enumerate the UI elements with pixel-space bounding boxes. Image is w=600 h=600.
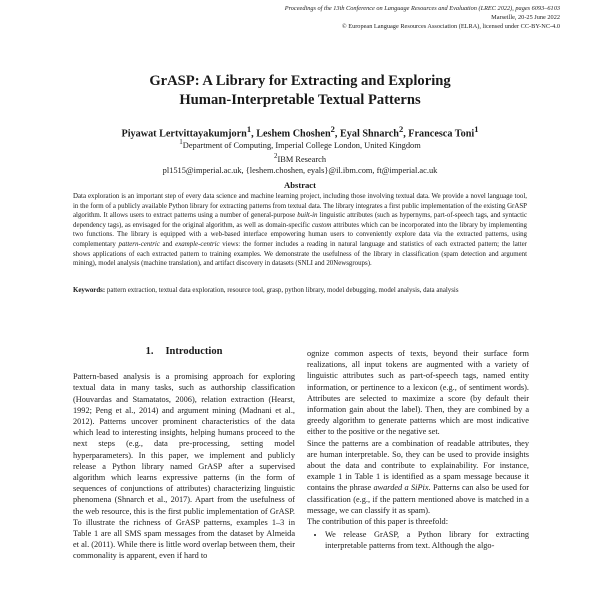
author-affil-mark: 1 [474,124,479,134]
intro-paragraph-continued: ognize common aspects of texts, beyond their surface form realizations, all input tokens are augmented with a variety of linguistic attributes such as part-of-speech tags, named entity information, or pertinence to a lexicon (e.g., of sentiment words). Attributes are selected to maximize a score (by default their information gain about the label). Then, they are combined by a greedy algorithm to generate patterns which are most indicative either to the positive or the negative set. [307,349,529,437]
license-line: © European Language Resources Association (ELRA), licensed under CC-BY-NC-4.0 [341,23,560,30]
affiliation-2: $^2$IBM Research [273,151,327,164]
section-heading-introduction: 1. Introduction [145,346,223,357]
intro-paragraph-2: Since the patterns are a combination of readable attributes, they are human interpretable. So, they can be used to provide insights about the data and contribute to explainability. For instance, example 1 in Table 1 is identified as a spam message because it contains the phrase awarded a SiPix. Patterns can also be used for classification (e.g., if the pattern mentioned above is matched in a message, we can classify it as spam). [307,438,529,515]
venue-line: Marseille, 20-25 June 2022 [491,14,560,21]
keywords-label: Keywords: [73,287,106,294]
author-name: Eyal Shnarch [339,128,399,140]
title-line-2: Human-Interpretable Textual Patterns [179,92,421,108]
proceedings-header [160,4,560,31]
abstract-heading: Abstract [284,180,316,190]
affiliation-1: $^1$Department of Computing, Imperial College London, United Kingdom [179,138,421,150]
paper-title [0,72,600,110]
contribution-intro: The contribution of this paper is threefold: [307,517,449,527]
author-emails: pl1515@imperial.ac.uk, {leshem.choshen, eyals}@il.ibm.com, ft@imperial.ac.uk [162,165,438,175]
author-name: Leshem Choshen [256,128,331,140]
left-column [73,340,295,562]
keywords [73,286,527,296]
author-affil-mark: 2 [398,124,404,134]
intro-paragraph: Pattern-based analysis is a promising approach for exploring textual data in many tasks, such as authorship classification (Houvardas and Stamatatos, 2006), relation extraction (Hearst, 1992; Peng et al., 2014) and argument mining (Madnani et al., 2012). Patterns uncover prominent characteristics of the data which lead to interesting insights, helping humans proceed to the next steps (e.g., data pre-processing, setting model hyperparameters). In this paper, we implement and publicly release a Python library named GrASP after a supervised algorithm which learns expressive patterns (in the form of sequences of conjunctions of attributes) characterizing linguistic phenomena (Shnarch et al., 2017). Apart from the usefulness of the web resource, this is the first public implementation of GrASP. To illustrate the richness of GrASP patterns, examples 1–3 in Table 1 are all SMS spam messages from the dataset by Almeida et al. (2011). While there is little word overlap between them, their commonality is apparent, even if hard to [73,372,295,561]
author-affil-mark: 1 [246,124,252,134]
right-column [307,348,529,552]
affiliations [0,137,600,176]
contribution-list [307,529,529,551]
title-line-1: GrASP: A Library for Extracting and Exploring [149,73,451,89]
abstract-body: Data exploration is an important step of every data science and machine learning project, including those involving textual data. We provide a novel language tool, in the form of a publicly available Python library for extracting patterns from textual data. The library integrates a first public implementation of the existing GrASP algorithm. It allows users to extract patterns using a number of general-purpose built-in linguistic attributes (such as hypernyms, part-of-speech tags, and syntactic dependency tags), as envisaged for the original algorithm, as well as domain-specific custom attributes which can be incorporated into the library by implementing two functions. The library is equipped with a web-based interface empowering human users to conveniently explore data via the extracted patterns, using complementary pattern-centric and example-centric views: the former includes a reading in natural language and statistics of each extracted pattern; the latter shows applications of each extracted pattern to training examples. We demonstrate the usefulness of the library in classification (spam detection and argument mining), model analysis (machine translation), and artifact discovery in datasets (SNLI and 20Newsgroups). [73,193,527,268]
proceedings-line: Proceedings of the 13th Conference on Language Resources and Evaluation (LREC 2022), pages 6093–6103 [284,5,560,12]
author-name: Francesca Toni [408,128,475,140]
author-list: Piyawat Lertvittayakumjorn$^1$, Leshem Choshen$^2$, Eyal Shnarch$^2$, Francesca Toni$^1$ [121,124,479,140]
author-name: Piyawat Lertvittayakumjorn [121,128,247,140]
contribution-item: • We release GrASP, a Python library for extracting interpretable patterns from text. Although the algo- [325,529,529,551]
author-affil-mark: 2 [330,124,335,134]
keywords-text: pattern extraction, textual data exploration, resource tool, grasp, python library, model debugging, model analysis, data analysis [105,287,459,294]
